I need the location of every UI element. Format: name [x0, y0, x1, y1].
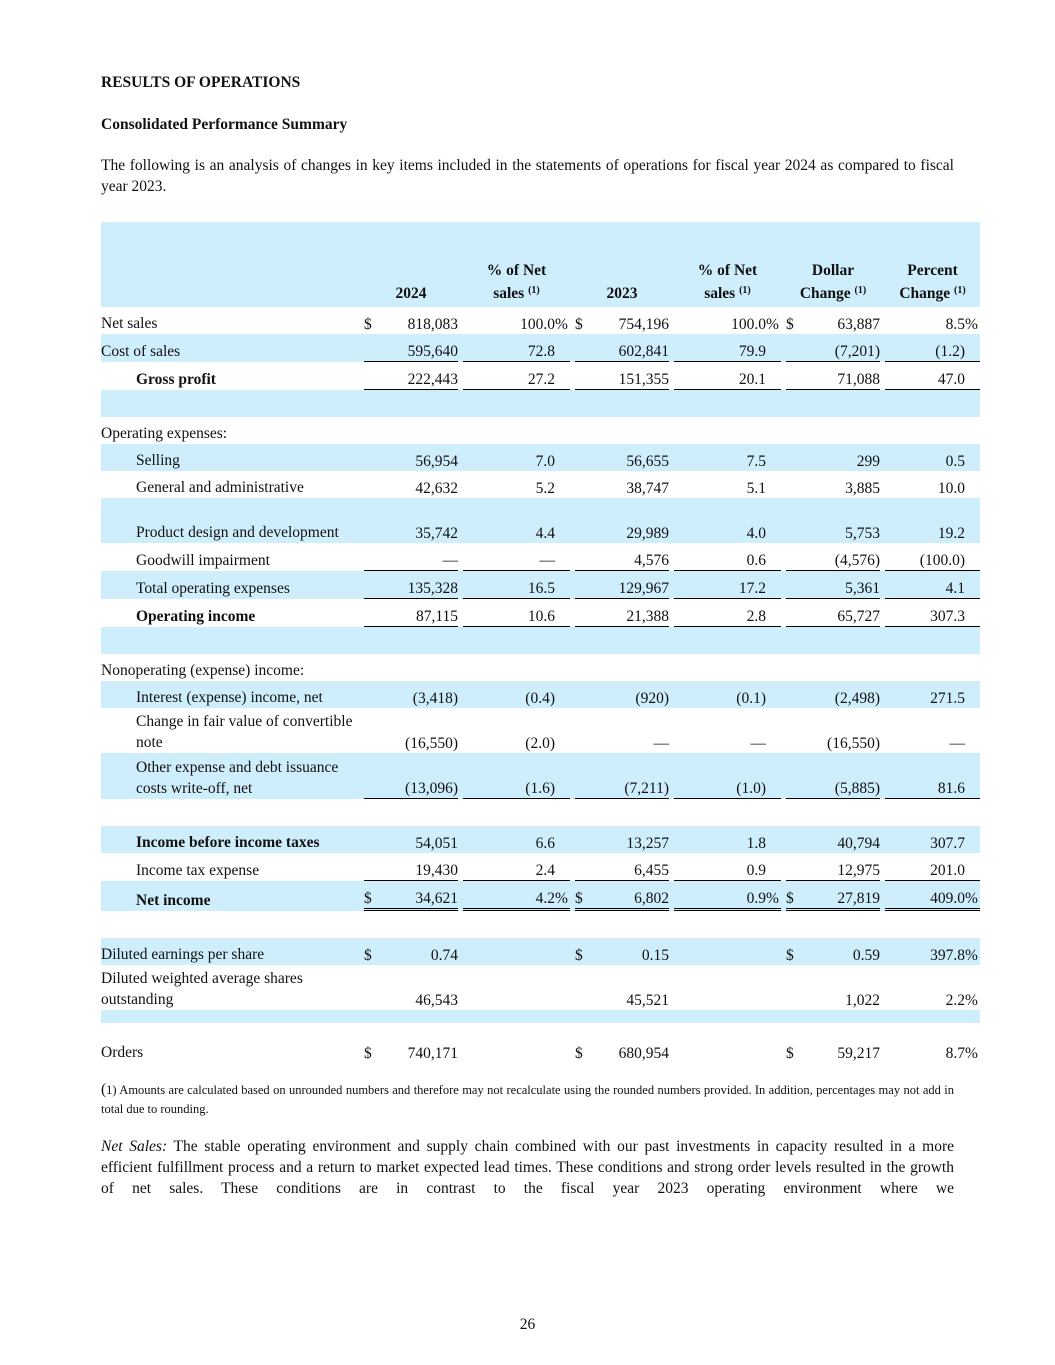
header-pct-2023: % of Net sales $^{(1)}$: [674, 222, 781, 307]
table-row-cost-of-sales: Cost of sales 595,640 72.8 602,841 79.9 (7,201) (1.2): [101, 334, 980, 362]
header-pct-2024: % of Net sales $^{(1)}$: [463, 222, 570, 307]
table-row-total-operating-expenses: Total operating expenses 135,328 16.5 129,967 17.2 5,361 4.1: [101, 571, 980, 599]
table-row-other-expense: Other expense and debt issuance costs write-off, net (13,096) (1.6) (7,211) (1.0) (5,885) 81.6: [101, 753, 980, 799]
performance-summary-table: [101, 222, 980, 1063]
spacer-row: [101, 390, 980, 417]
table-row-selling: Selling 56,954 7.0 56,655 7.5 299 0.5: [101, 444, 980, 471]
spacer-row: [101, 911, 980, 938]
subsection-title: Consolidated Performance Summary: [101, 116, 348, 133]
net-sales-label: Net Sales:: [101, 1138, 168, 1155]
table-row-operating-expenses-header: Operating expenses:: [101, 425, 228, 442]
spacer-row: [101, 1023, 980, 1036]
table-row-diluted-shares: Diluted weighted average shares outstanding 46,543 45,521 1,022 2.2 %: [101, 970, 978, 1009]
table-row-nonoperating-header: Nonoperating (expense) income:: [101, 662, 305, 679]
page-number: 26: [519, 1316, 536, 1333]
table-row-product-design: Product design and development 35,742 4.4 29,989 4.0 5,753 19.2: [101, 498, 980, 543]
table-row-fair-value-convertible-note: Change in fair value of convertible note (16,550) (2.0) — — (16,550) —: [136, 713, 965, 752]
table-row-operating-income: Operating income 87,115 10.6 21,388 2.8 65,727 307.3: [101, 599, 980, 627]
intro-paragraph: The following is an analysis of changes in key items included in the statements of operations for fiscal year 2024 as compared to fiscal year 2023.: [101, 157, 954, 195]
table-row-orders: Orders $ 740,171 $ 680,954 $ 59,217 8.7 %: [101, 1044, 978, 1062]
table-row-income-tax-expense: Income tax expense 19,430 2.4 6,455 0.9 12,975 201.0: [101, 853, 980, 881]
header-2023: 2023: [575, 222, 669, 307]
table-row-net-sales: Net sales $ 818,083 100.0 % $ 754,196 100.0 % $ 63,887 8.5 %: [101, 315, 978, 333]
spacer-row: [101, 627, 980, 654]
header-dollar-change: Dollar Change $^{(1)}$: [786, 222, 880, 307]
table-row-diluted-eps: Diluted earnings per share $ 0.74 $ 0.15 $ 0.59 397.8 %: [101, 938, 980, 965]
spacer-row: [101, 799, 980, 826]
table-row-gross-profit: Gross profit 222,443 27.2 151,355 20.1 71,088 47.0: [101, 362, 980, 390]
header-percent-change: Percent Change $^{(1)}$: [885, 222, 980, 307]
section-title: RESULTS OF OPERATIONS: [101, 74, 301, 91]
header-2024: 2024: [364, 222, 458, 307]
table-header-row: [101, 222, 980, 307]
table-footnote: (1) Amounts are calculated based on unrounded numbers and therefore may not recalculate using the rounded numbers provided. In addition, percentages may not add in total due to rounding.: [101, 1081, 954, 1116]
table-row-net-income: Net income $ 34,621 4.2 % $ 6,802 0.9 % $ 27,819 409.0 %: [101, 881, 980, 911]
table-row-general-administrative: General and administrative 42,632 5.2 38,747 5.1 3,885 10.0: [136, 479, 965, 497]
table-row-interest: Interest (expense) income, net (3,418) (0.4) (920) (0.1) (2,498) 271.5: [101, 681, 980, 708]
net-sales-paragraph: Net Sales: The stable operating environment and supply chain combined with our past investments in capacity resulted in a more efficient fulfillment process and a return to market expected lead times. These conditions and strong order levels resulted in the growth of net sales. These conditions are in contrast to the fiscal year 2023 operating environment where we: [101, 1138, 954, 1197]
table-row-goodwill-impairment: Goodwill impairment — — 4,576 0.6 (4,576) (100.0): [101, 543, 980, 571]
table-row-income-before-taxes: Income before income taxes 54,051 6.6 13,257 1.8 40,794 307.7: [101, 826, 980, 853]
spacer-row: [101, 1010, 980, 1023]
